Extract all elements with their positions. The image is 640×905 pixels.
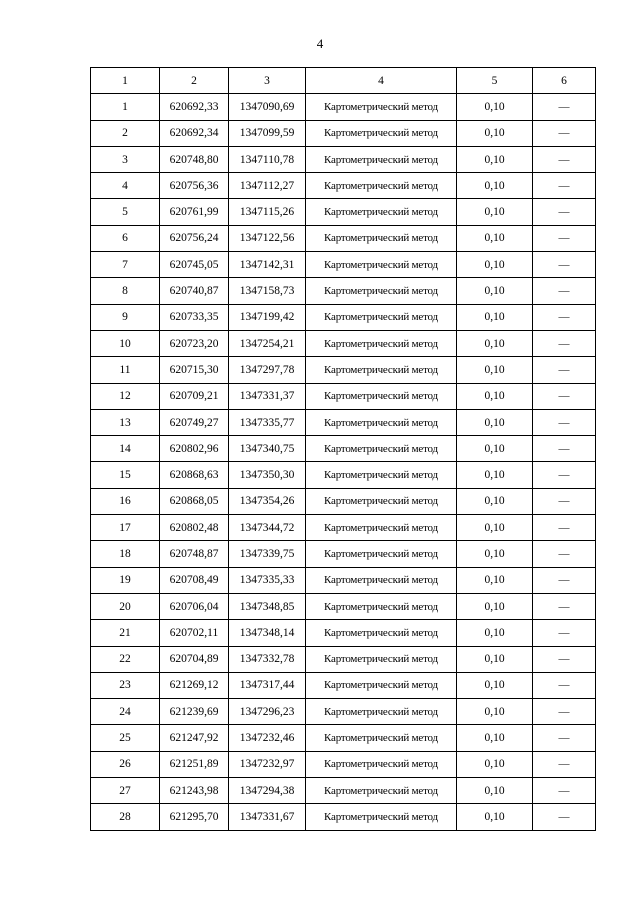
method-cell: Картометрический метод bbox=[306, 225, 457, 251]
x-coordinate-cell: 620868,05 bbox=[160, 488, 229, 514]
description-cell: — bbox=[533, 278, 596, 304]
x-coordinate-cell: 620709,21 bbox=[160, 383, 229, 409]
description-cell: — bbox=[533, 725, 596, 751]
table-row bbox=[91, 515, 596, 541]
table-row bbox=[91, 278, 596, 304]
description-cell: — bbox=[533, 804, 596, 830]
method-cell: Картометрический метод bbox=[306, 672, 457, 698]
table-row bbox=[91, 409, 596, 435]
accuracy-cell: 0,10 bbox=[457, 541, 533, 567]
accuracy-cell: 0,10 bbox=[457, 672, 533, 698]
x-coordinate-cell: 621295,70 bbox=[160, 804, 229, 830]
table-row bbox=[91, 330, 596, 356]
table-row bbox=[91, 146, 596, 172]
y-coordinate-cell: 1347122,56 bbox=[229, 225, 306, 251]
point-number-cell: 26 bbox=[91, 751, 160, 777]
point-number-cell: 15 bbox=[91, 462, 160, 488]
column-header-2: 2 bbox=[160, 68, 229, 94]
table-row bbox=[91, 173, 596, 199]
description-cell: — bbox=[533, 146, 596, 172]
description-cell: — bbox=[533, 541, 596, 567]
description-cell: — bbox=[533, 436, 596, 462]
y-coordinate-cell: 1347199,42 bbox=[229, 304, 306, 330]
description-cell: — bbox=[533, 778, 596, 804]
accuracy-cell: 0,10 bbox=[457, 252, 533, 278]
accuracy-cell: 0,10 bbox=[457, 620, 533, 646]
point-number-cell: 12 bbox=[91, 383, 160, 409]
point-number-cell: 16 bbox=[91, 488, 160, 514]
table-row bbox=[91, 699, 596, 725]
method-cell: Картометрический метод bbox=[306, 278, 457, 304]
accuracy-cell: 0,10 bbox=[457, 409, 533, 435]
x-coordinate-cell: 620745,05 bbox=[160, 252, 229, 278]
accuracy-cell: 0,10 bbox=[457, 225, 533, 251]
x-coordinate-cell: 620748,87 bbox=[160, 541, 229, 567]
description-cell: — bbox=[533, 252, 596, 278]
y-coordinate-cell: 1347331,67 bbox=[229, 804, 306, 830]
x-coordinate-cell: 620715,30 bbox=[160, 357, 229, 383]
accuracy-cell: 0,10 bbox=[457, 462, 533, 488]
description-cell: — bbox=[533, 515, 596, 541]
x-coordinate-cell: 620704,89 bbox=[160, 646, 229, 672]
description-cell: — bbox=[533, 199, 596, 225]
y-coordinate-cell: 1347099,59 bbox=[229, 120, 306, 146]
y-coordinate-cell: 1347350,30 bbox=[229, 462, 306, 488]
accuracy-cell: 0,10 bbox=[457, 778, 533, 804]
accuracy-cell: 0,10 bbox=[457, 515, 533, 541]
accuracy-cell: 0,10 bbox=[457, 804, 533, 830]
point-number-cell: 4 bbox=[91, 173, 160, 199]
x-coordinate-cell: 620740,87 bbox=[160, 278, 229, 304]
description-cell: — bbox=[533, 304, 596, 330]
description-cell: — bbox=[533, 567, 596, 593]
description-cell: — bbox=[533, 699, 596, 725]
table-row bbox=[91, 567, 596, 593]
y-coordinate-cell: 1347296,23 bbox=[229, 699, 306, 725]
point-number-cell: 11 bbox=[91, 357, 160, 383]
y-coordinate-cell: 1347332,78 bbox=[229, 646, 306, 672]
accuracy-cell: 0,10 bbox=[457, 278, 533, 304]
table-row bbox=[91, 252, 596, 278]
description-cell: — bbox=[533, 751, 596, 777]
y-coordinate-cell: 1347335,33 bbox=[229, 567, 306, 593]
x-coordinate-cell: 621269,12 bbox=[160, 672, 229, 698]
method-cell: Картометрический метод bbox=[306, 804, 457, 830]
table-row bbox=[91, 751, 596, 777]
accuracy-cell: 0,10 bbox=[457, 646, 533, 672]
method-cell: Картометрический метод bbox=[306, 462, 457, 488]
x-coordinate-cell: 620692,33 bbox=[160, 94, 229, 120]
method-cell: Картометрический метод bbox=[306, 357, 457, 383]
page-number: 4 bbox=[316, 36, 324, 51]
description-cell: — bbox=[533, 409, 596, 435]
table-row bbox=[91, 725, 596, 751]
y-coordinate-cell: 1347331,37 bbox=[229, 383, 306, 409]
y-coordinate-cell: 1347158,73 bbox=[229, 278, 306, 304]
point-number-cell: 19 bbox=[91, 567, 160, 593]
method-cell: Картометрический метод bbox=[306, 330, 457, 356]
table-row bbox=[91, 804, 596, 830]
table-row bbox=[91, 672, 596, 698]
description-cell: — bbox=[533, 620, 596, 646]
x-coordinate-cell: 620749,27 bbox=[160, 409, 229, 435]
point-number-cell: 18 bbox=[91, 541, 160, 567]
y-coordinate-cell: 1347348,14 bbox=[229, 620, 306, 646]
point-number-cell: 7 bbox=[91, 252, 160, 278]
point-number-cell: 2 bbox=[91, 120, 160, 146]
table-row bbox=[91, 620, 596, 646]
x-coordinate-cell: 620706,04 bbox=[160, 593, 229, 619]
description-cell: — bbox=[533, 330, 596, 356]
x-coordinate-cell: 620692,34 bbox=[160, 120, 229, 146]
point-number-cell: 3 bbox=[91, 146, 160, 172]
method-cell: Картометрический метод bbox=[306, 436, 457, 462]
point-number-cell: 6 bbox=[91, 225, 160, 251]
y-coordinate-cell: 1347232,97 bbox=[229, 751, 306, 777]
table-row bbox=[91, 383, 596, 409]
point-number-cell: 1 bbox=[91, 94, 160, 120]
method-cell: Картометрический метод bbox=[306, 515, 457, 541]
description-cell: — bbox=[533, 120, 596, 146]
accuracy-cell: 0,10 bbox=[457, 383, 533, 409]
table-row bbox=[91, 436, 596, 462]
point-number-cell: 13 bbox=[91, 409, 160, 435]
method-cell: Картометрический метод bbox=[306, 778, 457, 804]
table-row bbox=[91, 225, 596, 251]
column-header-3: 3 bbox=[229, 68, 306, 94]
description-cell: — bbox=[533, 672, 596, 698]
x-coordinate-cell: 620748,80 bbox=[160, 146, 229, 172]
accuracy-cell: 0,10 bbox=[457, 567, 533, 593]
x-coordinate-cell: 621247,92 bbox=[160, 725, 229, 751]
x-coordinate-cell: 621251,89 bbox=[160, 751, 229, 777]
table-row bbox=[91, 120, 596, 146]
table-row bbox=[91, 488, 596, 514]
x-coordinate-cell: 620702,11 bbox=[160, 620, 229, 646]
description-cell: — bbox=[533, 225, 596, 251]
description-cell: — bbox=[533, 383, 596, 409]
method-cell: Картометрический метод bbox=[306, 620, 457, 646]
y-coordinate-cell: 1347297,78 bbox=[229, 357, 306, 383]
table-row bbox=[91, 646, 596, 672]
table-row bbox=[91, 199, 596, 225]
description-cell: — bbox=[533, 94, 596, 120]
point-number-cell: 28 bbox=[91, 804, 160, 830]
point-number-cell: 10 bbox=[91, 330, 160, 356]
point-number-cell: 8 bbox=[91, 278, 160, 304]
y-coordinate-cell: 1347115,26 bbox=[229, 199, 306, 225]
table-body bbox=[91, 94, 596, 830]
x-coordinate-cell: 620756,36 bbox=[160, 173, 229, 199]
point-number-cell: 9 bbox=[91, 304, 160, 330]
accuracy-cell: 0,10 bbox=[457, 725, 533, 751]
coordinates-table bbox=[90, 67, 596, 831]
y-coordinate-cell: 1347110,78 bbox=[229, 146, 306, 172]
y-coordinate-cell: 1347344,72 bbox=[229, 515, 306, 541]
y-coordinate-cell: 1347317,44 bbox=[229, 672, 306, 698]
method-cell: Картометрический метод bbox=[306, 146, 457, 172]
accuracy-cell: 0,10 bbox=[457, 146, 533, 172]
description-cell: — bbox=[533, 593, 596, 619]
x-coordinate-cell: 621243,98 bbox=[160, 778, 229, 804]
method-cell: Картометрический метод bbox=[306, 409, 457, 435]
method-cell: Картометрический метод bbox=[306, 593, 457, 619]
x-coordinate-cell: 620708,49 bbox=[160, 567, 229, 593]
point-number-cell: 22 bbox=[91, 646, 160, 672]
x-coordinate-cell: 620802,96 bbox=[160, 436, 229, 462]
x-coordinate-cell: 620802,48 bbox=[160, 515, 229, 541]
y-coordinate-cell: 1347339,75 bbox=[229, 541, 306, 567]
table-row bbox=[91, 593, 596, 619]
accuracy-cell: 0,10 bbox=[457, 304, 533, 330]
x-coordinate-cell: 621239,69 bbox=[160, 699, 229, 725]
point-number-cell: 5 bbox=[91, 199, 160, 225]
method-cell: Картометрический метод bbox=[306, 304, 457, 330]
method-cell: Картометрический метод bbox=[306, 173, 457, 199]
y-coordinate-cell: 1347254,21 bbox=[229, 330, 306, 356]
description-cell: — bbox=[533, 646, 596, 672]
method-cell: Картометрический метод bbox=[306, 541, 457, 567]
accuracy-cell: 0,10 bbox=[457, 357, 533, 383]
description-cell: — bbox=[533, 488, 596, 514]
point-number-cell: 25 bbox=[91, 725, 160, 751]
method-cell: Картометрический метод bbox=[306, 383, 457, 409]
y-coordinate-cell: 1347090,69 bbox=[229, 94, 306, 120]
method-cell: Картометрический метод bbox=[306, 567, 457, 593]
column-header-4: 4 bbox=[306, 68, 457, 94]
point-number-cell: 17 bbox=[91, 515, 160, 541]
y-coordinate-cell: 1347232,46 bbox=[229, 725, 306, 751]
y-coordinate-cell: 1347348,85 bbox=[229, 593, 306, 619]
accuracy-cell: 0,10 bbox=[457, 436, 533, 462]
method-cell: Картометрический метод bbox=[306, 120, 457, 146]
table-row bbox=[91, 541, 596, 567]
accuracy-cell: 0,10 bbox=[457, 751, 533, 777]
accuracy-cell: 0,10 bbox=[457, 199, 533, 225]
column-header-6: 6 bbox=[533, 68, 596, 94]
point-number-cell: 23 bbox=[91, 672, 160, 698]
accuracy-cell: 0,10 bbox=[457, 120, 533, 146]
y-coordinate-cell: 1347340,75 bbox=[229, 436, 306, 462]
point-number-cell: 20 bbox=[91, 593, 160, 619]
y-coordinate-cell: 1347354,26 bbox=[229, 488, 306, 514]
accuracy-cell: 0,10 bbox=[457, 488, 533, 514]
table-row bbox=[91, 462, 596, 488]
x-coordinate-cell: 620756,24 bbox=[160, 225, 229, 251]
accuracy-cell: 0,10 bbox=[457, 330, 533, 356]
y-coordinate-cell: 1347335,77 bbox=[229, 409, 306, 435]
accuracy-cell: 0,10 bbox=[457, 699, 533, 725]
method-cell: Картометрический метод bbox=[306, 751, 457, 777]
method-cell: Картометрический метод bbox=[306, 646, 457, 672]
x-coordinate-cell: 620723,20 bbox=[160, 330, 229, 356]
point-number-cell: 14 bbox=[91, 436, 160, 462]
column-header-1: 1 bbox=[91, 68, 160, 94]
y-coordinate-cell: 1347112,27 bbox=[229, 173, 306, 199]
point-number-cell: 21 bbox=[91, 620, 160, 646]
y-coordinate-cell: 1347294,38 bbox=[229, 778, 306, 804]
y-coordinate-cell: 1347142,31 bbox=[229, 252, 306, 278]
accuracy-cell: 0,10 bbox=[457, 173, 533, 199]
table-row bbox=[91, 357, 596, 383]
method-cell: Картометрический метод bbox=[306, 252, 457, 278]
table-row bbox=[91, 94, 596, 120]
column-header-5: 5 bbox=[457, 68, 533, 94]
method-cell: Картометрический метод bbox=[306, 488, 457, 514]
method-cell: Картометрический метод bbox=[306, 94, 457, 120]
accuracy-cell: 0,10 bbox=[457, 94, 533, 120]
method-cell: Картометрический метод bbox=[306, 199, 457, 225]
x-coordinate-cell: 620761,99 bbox=[160, 199, 229, 225]
table-row bbox=[91, 304, 596, 330]
point-number-cell: 24 bbox=[91, 699, 160, 725]
point-number-cell: 27 bbox=[91, 778, 160, 804]
method-cell: Картометрический метод bbox=[306, 725, 457, 751]
description-cell: — bbox=[533, 462, 596, 488]
table-row bbox=[91, 778, 596, 804]
x-coordinate-cell: 620868,63 bbox=[160, 462, 229, 488]
x-coordinate-cell: 620733,35 bbox=[160, 304, 229, 330]
description-cell: — bbox=[533, 173, 596, 199]
description-cell: — bbox=[533, 357, 596, 383]
method-cell: Картометрический метод bbox=[306, 699, 457, 725]
accuracy-cell: 0,10 bbox=[457, 593, 533, 619]
table-header-row bbox=[91, 68, 596, 94]
